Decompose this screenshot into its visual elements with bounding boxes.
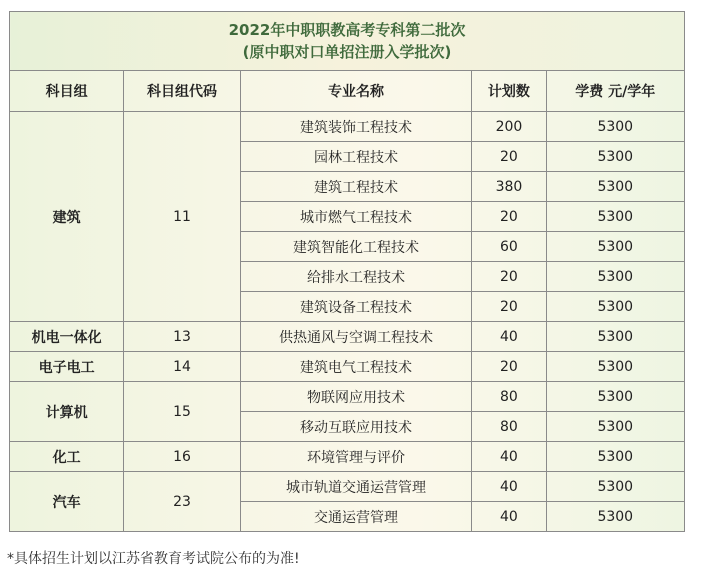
table-title [10,12,685,71]
tuition-cell: 5300 [546,202,684,232]
group-code-cell: 11 [124,112,240,322]
tuition-cell: 5300 [546,472,684,502]
group-code-cell: 23 [124,472,240,532]
table-row [10,352,685,382]
major-name-cell: 城市燃气工程技术 [240,202,472,232]
plan-count-cell: 200 [472,112,546,142]
table-row [10,322,685,352]
tuition-cell: 5300 [546,412,684,442]
subject-group-cell: 机电一体化 [10,322,124,352]
subject-group-cell: 建筑 [10,112,124,322]
table-row [10,472,685,502]
plan-count-cell: 20 [472,142,546,172]
subject-group-cell: 汽车 [10,472,124,532]
tuition-cell: 5300 [546,502,684,532]
major-name-cell: 物联网应用技术 [240,382,472,412]
group-code-cell: 16 [124,442,240,472]
footnote: *具体招生计划以江苏省教育考试院公布的为准! [7,551,300,567]
header-plan-count: 计划数 [472,71,546,112]
table-body [10,112,685,532]
header-row [10,71,685,112]
major-name-cell: 移动互联应用技术 [240,412,472,442]
tuition-cell: 5300 [546,112,684,142]
tuition-cell: 5300 [546,442,684,472]
header-group-code: 科目组代码 [124,71,240,112]
header-subject-group: 科目组 [10,71,124,112]
subject-group-cell: 电子电工 [10,352,124,382]
major-name-cell: 建筑智能化工程技术 [240,232,472,262]
title-line-1: 2022年中职职教高考专科第二批次 [228,21,466,39]
plan-count-cell: 40 [472,442,546,472]
table-row [10,112,685,142]
plan-count-cell: 60 [472,232,546,262]
major-name-cell: 建筑电气工程技术 [240,352,472,382]
plan-count-cell: 20 [472,202,546,232]
plan-count-cell: 40 [472,502,546,532]
tuition-cell: 5300 [546,232,684,262]
tuition-cell: 5300 [546,172,684,202]
plan-count-cell: 40 [472,472,546,502]
plan-count-cell: 380 [472,172,546,202]
group-code-cell: 14 [124,352,240,382]
plan-count-cell: 40 [472,322,546,352]
enrollment-plan-table-container [9,11,685,532]
major-name-cell: 供热通风与空调工程技术 [240,322,472,352]
major-name-cell: 建筑装饰工程技术 [240,112,472,142]
tuition-cell: 5300 [546,262,684,292]
subject-group-cell: 计算机 [10,382,124,442]
plan-count-cell: 80 [472,412,546,442]
header-tuition: 学费 元/学年 [546,71,684,112]
plan-count-cell: 20 [472,292,546,322]
major-name-cell: 园林工程技术 [240,142,472,172]
plan-count-cell: 80 [472,382,546,412]
major-name-cell: 建筑设备工程技术 [240,292,472,322]
major-name-cell: 环境管理与评价 [240,442,472,472]
table-row [10,382,685,412]
title-line-2: (原中职对口单招注册入学批次) [242,43,452,61]
group-code-cell: 15 [124,382,240,442]
enrollment-plan-table [9,11,685,532]
major-name-cell: 建筑工程技术 [240,172,472,202]
table-row [10,442,685,472]
tuition-cell: 5300 [546,292,684,322]
tuition-cell: 5300 [546,382,684,412]
tuition-cell: 5300 [546,142,684,172]
major-name-cell: 交通运营管理 [240,502,472,532]
plan-count-cell: 20 [472,262,546,292]
tuition-cell: 5300 [546,322,684,352]
tuition-cell: 5300 [546,352,684,382]
subject-group-cell: 化工 [10,442,124,472]
major-name-cell: 城市轨道交通运营管理 [240,472,472,502]
group-code-cell: 13 [124,322,240,352]
header-major-name: 专业名称 [240,71,472,112]
major-name-cell: 给排水工程技术 [240,262,472,292]
plan-count-cell: 20 [472,352,546,382]
